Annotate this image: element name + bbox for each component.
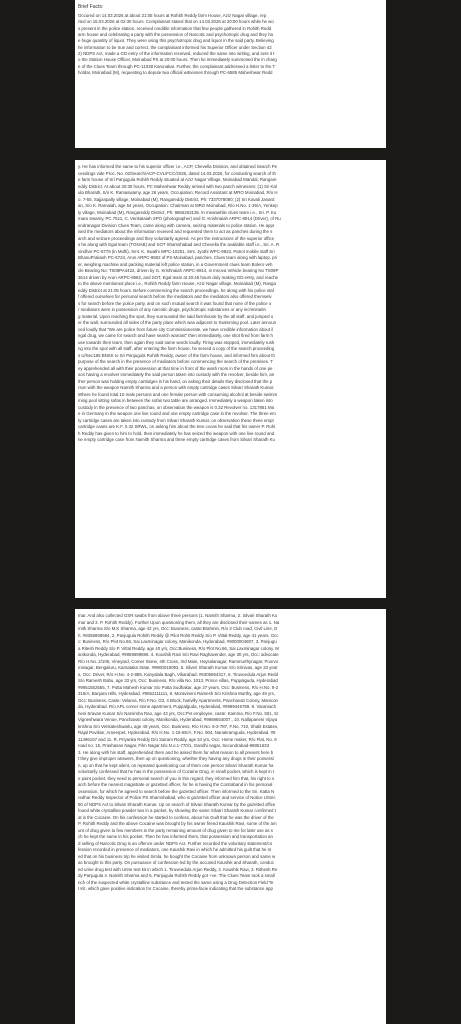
text-line: an, S/o K. Ramaiah, age 54 years, Occupation: Chairman at MRO Moinabad, R/o H.No. 1-35/A, Yenkep <box>78 203 278 208</box>
text-line: Occured on 14.03.2026 at about 21:05 hours at Rohith Reddy farm House, Aziz Nagar village, rep <box>78 13 267 18</box>
text-line: t Kit, which gave positive indication for Cocaine, thereby prima-facie indicating that the substance app <box>78 886 273 891</box>
text-line: he information to be true and correct, the complainant informed his Superior Officer under Section 42 <box>78 44 272 50</box>
text-line: redhar Reddy Inspector of Police PS Shamshabad, who is gazetted officer and service of Notice U/Sec <box>78 795 276 800</box>
text-line: d selling of Narcotic Drug is an offence under NDPS Act. Further recorded the voluntary statement/co <box>78 840 273 846</box>
text-line: s, Occ: Driver, R/o H.No. 4-2-885, Kanyalala Bagh, Vikarabad. #6305964317, 6. Tiruveedula Arjun Redd <box>78 671 279 677</box>
text-line: ey apprehended all with their possession at that time in front of the wash room in the hands of one pe <box>78 365 273 371</box>
text-line: rson with the weapon Namith Sharma and a person with empty cartridge cases Silvari Sharath Kumar. <box>78 385 275 390</box>
text-line: R/o H.No. 2/105, Vineyard, Corner Stone, 4th Cross, 3rd Main, Hoysalanagar, Rammurthynagar, Poorvo <box>78 658 279 664</box>
text-line: ced loudly that "We are police from future city Commissionerate, we have credible information about il <box>78 326 274 332</box>
text-line: r mediators were in possession of any narcotic drugs, psychotropic substances or any incriminatin <box>78 307 266 312</box>
text-line: s for search before the police party, and on such mutual search it was found that none of the police o <box>78 300 272 306</box>
text-line: mar. And also collected GSR swabs from above three persons (1. Namith Sharma, 2. Silvari Sharath Ku <box>78 613 278 618</box>
text-line: er, weighing machine and packing material left police station, in a Government clues team Bolero veh <box>78 261 273 267</box>
text-line: road no. 15, Prashasan Nagar, Film Nagar.N/o.N.o.1-770/1, Gandhi nagar, Secundrabad-98851633 <box>78 743 269 748</box>
text-line: to the above mentioned place i.e., Rohith Reddy farm House, Aziz Nagar village, Moinabad (M), Ranga <box>78 281 276 286</box>
text-line: 3. He along with his staff, apprehended them and he asked them for what reason to all present here b <box>78 749 274 755</box>
text-line: egal drug, we came for search and have search warrant" then immediately, one shot fired from farm h <box>78 333 273 338</box>
text-line: Where he found total 10 male persons and one female person with consuming alcohol at beside swimm <box>78 391 278 397</box>
text-line: o the Station House Officer, Moinabad PS at 20:00 hours. Then he immediately summoned the in charg <box>78 57 277 63</box>
text-line: eddy District. At about 20:30 hours, PC Maheshwar Reddy arrived with two panch witnesses: (1) Sri Kal <box>78 183 277 189</box>
text-line: ised the mediators about the information received and requested them to act as panches during the s <box>78 229 273 234</box>
text-line: er the wall, surrounded all sides of the party place which was adjacent to Swimming pool. Later announ <box>78 320 277 325</box>
text-line: 11496167 and 11. R. Priyanka Reddy D/o Sairam Reddy, age 34 yrs, Occ: Home maker, R/o Flat. No. 9 <box>78 736 277 742</box>
text-line: purpose of the search in the presence of mediators before commencing the search of the premises. T <box>78 359 273 364</box>
text-line: Vigneshwara Venue, Panchavati colony, Manikonda, Hyderabad, #9959654007., 10. Nallapaneni Vijaya <box>78 717 278 722</box>
text-line: e huge quantity of liquor. They were using this psychotropic drug and liquor in the said party. Believing <box>78 38 274 44</box>
text-line: ula Bharath, S/o K. Ramaswamy, age 26 years, Occupation: Record Assistant at MRO Moinabad, R/o H <box>78 190 278 195</box>
text-line: ed that on his business trip he visited Simla, he bought the Cocaine from unknown person and same w <box>78 853 276 859</box>
text-line: ch he kept the same in his pocket. Then he has informed them, that possession and transportation an <box>78 834 273 839</box>
text-line: S/o Ramesh Babu, age 33 yrs, Occ: Business, R/o villa No. 1013, Prince villas, Puppalguda, Hyderabad <box>78 678 278 683</box>
paragraph <box>78 613 386 893</box>
text-line: s U/Sec185 BNSS to Sri Panjugula Rohith Reddy, owner of the farm house, and informed him about th <box>78 352 275 358</box>
text-line: n, up on that he kept silent, on repeated questioning out of them one person Silvari Sharath Kumar ha <box>78 762 274 768</box>
text-line: y. He has informed the same to his superior officer i.e., ACP, Chevella Division, and obtained Search Pe <box>78 164 278 169</box>
text-line: ly village, Moinabad (M), Rangareddy District, Ph: 9866263135. In meanwhile clues team i.e., Sri. P. Ku <box>78 209 277 215</box>
document-page-3 <box>75 609 386 1024</box>
text-line: ne empty cartridge case from Namith Sharma and three empty cartridge cases from Silvari Sharath Ku <box>78 437 275 442</box>
text-line: arm house and celebrating a party with the possession of Narcotic and psychotropic drug and they ha <box>78 32 273 38</box>
text-line: custody in the presence of two panchas, on observation the weapon is 0.32 Revolver no. 1317851 Ma <box>78 404 275 410</box>
text-line: cle Bearing No: TS09PA4422, driven by G. Krishnaiah ARPC-8914, in Innova Vehicle bearing No TS09P <box>78 268 279 273</box>
text-line: ng into the spot with all staff, after entering the farm house, he served a copy of the search proceeding <box>78 346 275 351</box>
text-line: 316/A, Banjara Hills, Hyderabad. #9652111111, 8. Moravineni Ramesh S/o Krishna Murthy, age 49 yrs, <box>78 691 275 696</box>
text-line: son having a revolver immediately the said person taken into custody with the revolver, beside him, an <box>78 372 275 377</box>
text-line: f offered ourselves for personal search before the mediators and the mediators also offered themselv <box>78 294 272 299</box>
text-line: at is the Cocaine. On his confession he started to confess, about his Guilt that he was the driver of the <box>78 814 274 820</box>
text-line: ming pool sitting sofas in between the sofas two table are arranged. Immediately a weapon taken into <box>78 398 273 403</box>
text-line: mara Swamy, PC 7511, C. Venkataiah SPO (photographer) and G. Krishnaiah ARPC-8914 (Driver), of Ru <box>78 216 281 221</box>
text-line: s present in the police station, received credible information that few people gathered in Rohith Redd <box>78 25 272 31</box>
text-line: fession recorded in presence of mediators, one Kaushik Ravi in which he admitted his guilt that he st <box>78 847 271 852</box>
text-line: neni Sravan Kumar S/o Narsimha Rao, age 43 yrs, Occ:Pvt employee, caste: Kamma, R/o F.No. 501, Sr <box>78 710 279 716</box>
text-line: nch of the suspected white crystalline substance and tested the same using a Drug Detection Field Te <box>78 879 274 885</box>
paragraph <box>78 13 386 76</box>
document-page-2 <box>75 160 386 598</box>
text-line: anikonda, Hyderabad, #9959699596. 4. Koushik Ravi S/o Ravi Raghavender, age 30 yrs, Occ: advocate <box>78 652 279 657</box>
text-line: e paint pocket. they need to personal search of you in this regard, they informed him that, his right to s <box>78 775 275 781</box>
text-line: Occ: Business, Caste: Velama, R/o F.No. G3, 4 Block, harivilly Apartments, Panchavati Colony, Manicon <box>78 697 278 703</box>
text-line: o. 7-55, Sajjanpally village, Moinabad (M), Rangareddy District, Ph: 7337078080; (2) Sri Kavali Janard <box>78 196 275 202</box>
text-line: rted on 15.03.2026 at 02:30 hours. Complainant stated that on 14.03.2026 at 20:00 hours while he wo <box>78 19 274 25</box>
text-line: mar and 3. P. Rohith Reddy). Further Upon questioning them, all they are disclosed their names as 1. Na <box>78 619 280 625</box>
text-line: use towards their team, then again they said same words loudly. Firing was stopped, immediately rush <box>78 339 275 345</box>
text-line: voluntarily confessed that he has in the possession of Cocaine Drug, in small pocket, which is kept in t <box>78 769 275 774</box>
text-line: dy Panjugula 4. Namith Sharma and 5. Panjugula Rohith Reddy got +ve. The Clues Team took a small <box>78 873 275 878</box>
text-line: cartridge cases are K.F. 0.32 SRWL, on asking him about the tree cocas he said that his owner P. Rohi <box>78 424 276 429</box>
text-line: arch and seizure proceedings and they voluntarily agreed. As per the instructions of the superior office <box>78 235 275 241</box>
text-line: found white crystalline powder two in a packet, by showing the same Silvari Sharath Kumar confirmed t <box>78 808 276 813</box>
text-line: minagar, Bengaluru, Karnataka State. #9900019093, 5. Silveri Sharath Kumar S/o Srinivas, age 33 year <box>78 665 278 670</box>
text-line: Rajal Povilian, Ameerpet, Hyderabad. R/o H.No. 1-18-6E/A, F.No. 904, Nanakramguda, Hyderabad. #9 <box>78 730 276 735</box>
text-line: ceedings vide Proc. No. 02/Search/ACP-CVL/FCC/2026, dated 14.03.2026, for conducting search of th <box>78 170 276 176</box>
text-line: e farm house of Sri Panjugula Rohith Reddy situated at Aziz Nagar Village, Moinabad Mandal, Rangare <box>78 177 277 182</box>
document-page-1 <box>75 0 386 148</box>
text-line: ossession, for which he agreed to search before the gazetted officer. Then informed to the Sri. Katta N <box>78 788 275 794</box>
text-line: P. Rohith Reddy and the above Cocaine was brought by his owner friend Kaushik Ravi, some of the am <box>78 821 277 826</box>
text-line: a Ritesh Reddy S/o P. Vittal Reddy, age 40 yrs, Occ:Business, R/o Plot No.66, Sai Laxminagar colony, M <box>78 645 279 651</box>
brief-facts-heading: Brief Facts: <box>78 4 104 10</box>
text-line: as brought to this party. On pursuance of confession led by the accused Kaushik and Sharath, conduc <box>78 860 274 865</box>
paragraph <box>78 164 386 444</box>
text-line: 50 of NDPS Act to Silvari Sharath Kumar. Up on search of Silvari Sharath Kumar by the gazetted office <box>78 801 276 807</box>
text-line: vindhar PC-5779 (in Mufti), Smt. K. Swathi WPC-10251, Smt. Jyothi WPC-9823, Patrol mobile staff Sri <box>78 248 275 254</box>
text-line: #9951552555, 7. Putta Mahesh Kumar S/o Putta Sudhakar, age 37 years, Occ: Business, R/o H.No. 8-2 <box>78 684 279 690</box>
text-line: g material. Upon reaching the spot, they surrounded the said farmhouse by the all staff, and jumped o <box>78 313 274 319</box>
text-line: mith Sharma S/o M.K Sharma, age 42 yrs, Occ: Business, caste:Brahmin, R/o 3 Club road, Civil Line, D <box>78 626 278 631</box>
text-line: holdar, Moinabad (M), requesting to depute two official witnesses through PC-6585 Maheshwar Redd <box>78 70 273 76</box>
text-line: 3614 driven by Arun ARPC-8582, and SOT, Egal team at 20:45 hours duly making GD entry, and reache <box>78 274 279 280</box>
text-line: 2) NDPS Act, made a GD entry of the information received, reduced the same into writing, and sent it t <box>78 51 275 57</box>
text-line: endranagar Division Clues Team, came along with camera, seizing materials to police station. He appr <box>78 222 275 228</box>
text-line: unt of drug given to few members in the party remaining amount of drug given to me for later use as s <box>78 827 273 833</box>
text-line: ed urine drug test with Urine test kit in which 1. Tiruveedula Arjun Reddy, 2. Kaushik Ravi, 3. Rithesh Re <box>78 866 278 872</box>
text-line: arch before the nearest magistrate or gazetted officer, for he is having the Contraband in his personal <box>78 782 273 787</box>
text-line: t they give improper answers, then up on questioning, whether they having any drugs in their possessi <box>78 756 274 761</box>
text-line: h. #8356868584, 2. Panjugula Rohith Reddy @ Pilot Rohit Reddy S/o P. Vittal Reddy, age 41 years, Occ <box>78 632 279 638</box>
text-line: e of the Clues Team through PC-11038 Karunakar. Further, the complainant addressed a letter to the T <box>78 63 276 69</box>
text-line: h Reddy has given to him to hold, then immediately he has seized the weapon with one live round and <box>78 430 275 436</box>
text-line: c: Business, R/o Plot No.66, Sai Laxminagar colony, Manikonda, Hyderabad, #9000004807, 3. Panjugu <box>78 639 277 644</box>
text-line: BhanuPrakash PC-6724, Arun ARPC-8582 of PS Moinabad, panches, Clues team along with laptop, pri <box>78 255 277 260</box>
text-line: ther person was holding empty cartridges in his hand, on asking their details they disclosed that the p <box>78 378 273 384</box>
text-line: krishna S/o Venkateshwarlu, age 49 years, Occ: Business, R/o H.No. 6-3-787, F.No. 710, Shalit Estates, <box>78 723 279 729</box>
text-line: ty cartridge cases are taken into custody from Silvari Sharath Kumar, on observation these three empt <box>78 417 274 423</box>
text-line: eddy District at 21:05 hours. Before commencing the search proceedings, he along with his police staf <box>78 287 274 293</box>
text-line: da, Hyderabad. R/o APL corner stone apartment, Puppalguda, Hyderabad, #9989446789. 9. Varamach <box>78 704 277 709</box>
text-line: s he along with Egal team (TGNAB) and SOT Shamshabad and Chevella the available staff i.e., Sri. A. R <box>78 242 280 247</box>
text-line: e in Germany in the weapon one live round and one empty cartridge case in the revolver. The three em <box>78 411 276 416</box>
